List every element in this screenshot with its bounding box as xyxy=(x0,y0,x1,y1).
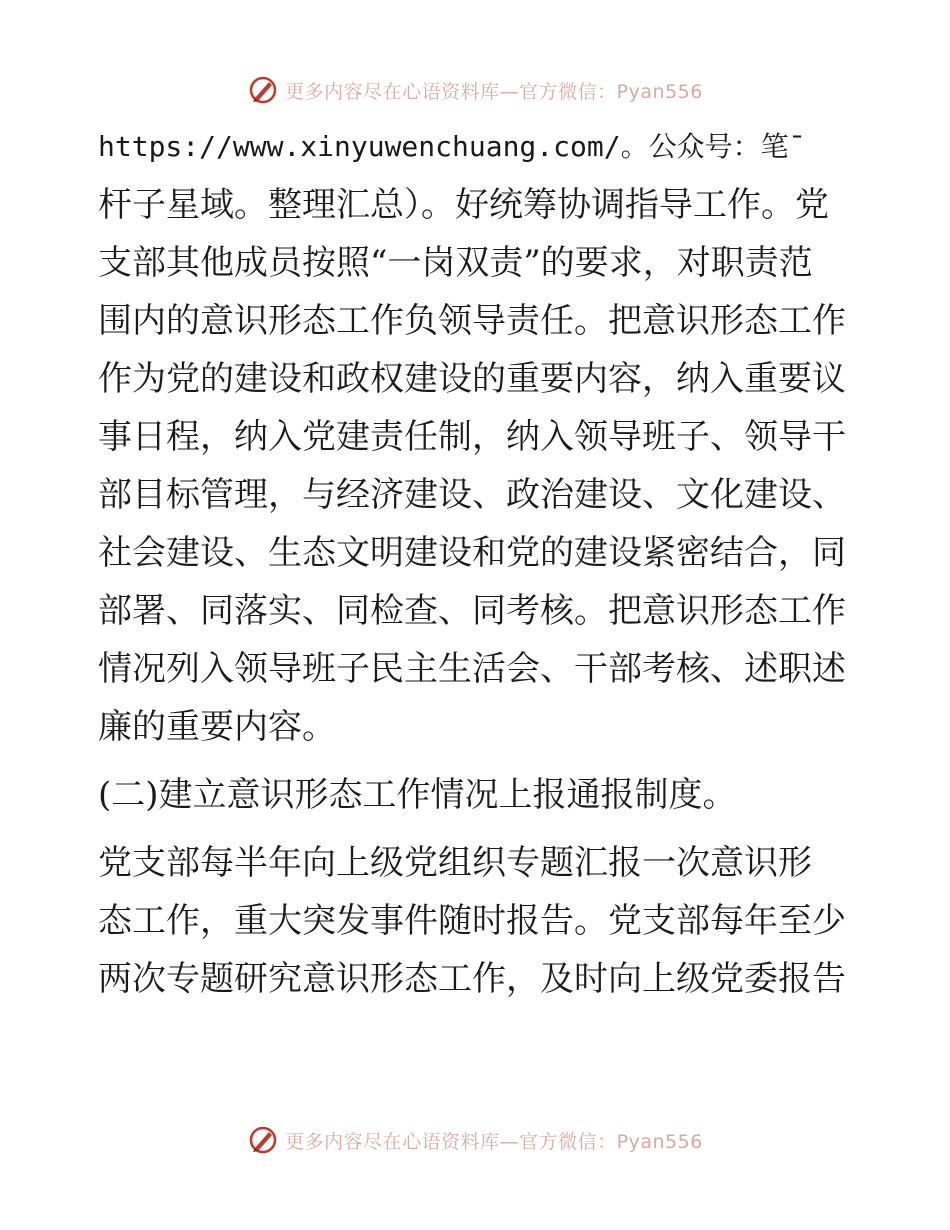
body-line: 部署、同落实、同检查、同考核。把意识形态工作 xyxy=(98,591,846,631)
body-line: 态工作，重大突发事件随时报告。党支部每年至少 xyxy=(98,901,846,941)
document-body xyxy=(98,118,850,1008)
header-banner-text: 更多内容尽在心语资料库—官方微信：Pyan556 xyxy=(285,80,703,103)
footer-banner-text: 更多内容尽在心语资料库—官方微信：Pyan556 xyxy=(285,1130,703,1153)
section-heading: (二)建立意识形态工作情况上报通报制度。 xyxy=(98,775,737,815)
header-banner xyxy=(0,70,950,110)
body-line: 围内的意识形态工作负领导责任。把意识形态工作 xyxy=(98,301,846,341)
body-line: 作为党的建设和政权建设的重要内容，纳入重要议 xyxy=(98,359,846,399)
pen-logo-icon xyxy=(247,1124,279,1156)
body-line: 社会建设、生态文明建设和党的建设紧密结合，同 xyxy=(98,533,846,573)
body-line: 事日程，纳入党建责任制，纳入领导班子、领导干 xyxy=(98,417,846,457)
body-line: 情况列入领导班子民主生活会、干部考核、述职述 xyxy=(98,649,846,689)
pen-logo-icon xyxy=(247,74,279,106)
body-line: 支部其他成员按照“一岗双责”的要求，对职责范 xyxy=(98,243,813,283)
body-line: 部目标管理，与经济建设、政治建设、文化建设、 xyxy=(98,475,846,515)
body-line: 廉的重要内容。 xyxy=(98,707,336,747)
body-line: 两次专题研究意识形态工作，及时向上级党委报告 xyxy=(98,959,846,999)
body-line: 杆子星域。整理汇总）。好统筹协调指导工作。党 xyxy=(98,185,829,225)
footer-banner xyxy=(0,1120,950,1160)
body-line: https://www.xinyuwenchuang.com/。公众号：笔¯ xyxy=(98,130,806,163)
body-line: 党支部每半年向上级党组织专题汇报一次意识形 xyxy=(98,843,812,883)
